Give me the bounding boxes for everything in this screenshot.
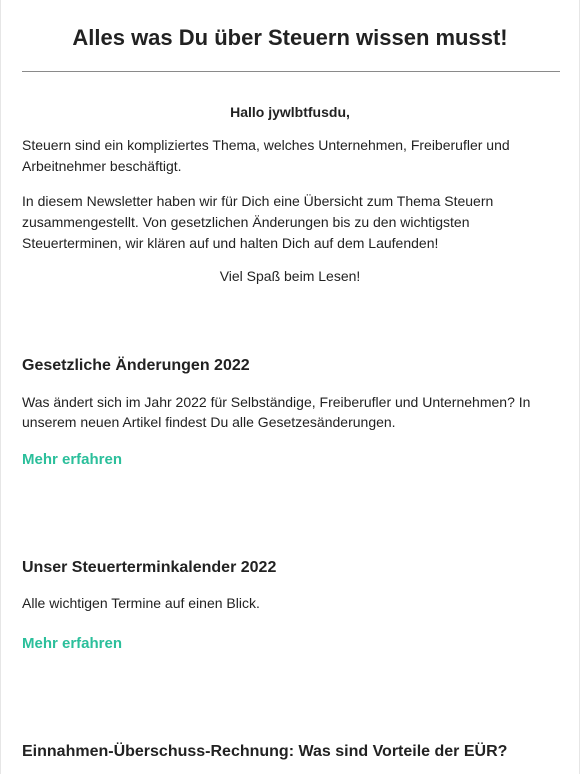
section-heading-eur: Einnahmen-Überschuss-Rechnung: Was sind Vorteile der EÜR? [22,743,508,760]
signoff-text: Viel Spaß beim Lesen! [219,268,361,284]
intro-paragraph-1: Steuern sind ein kompliziertes Thema, welches Unternehmen, Freiberufler und Arbeitnehmer beschäftigt. [22,137,510,174]
section-text-tax-calendar: Alle wichtigen Termine auf einen Blick. [22,595,260,611]
section-heading-tax-calendar: Unser Steuerterminkalender 2022 [22,559,277,576]
more-link-law-changes[interactable]: Mehr erfahren [22,451,123,468]
section-heading-law-changes: Gesetzliche Änderungen 2022 [22,357,250,374]
section-text-law-changes: Was ändert sich im Jahr 2022 für Selbständige, Freiberufler und Unternehmen? In unserem neuen Artikel findest Du alle Gesetzesänderungen. [22,394,531,430]
title-divider [22,71,560,72]
intro-paragraph-2: In diesem Newsletter haben wir für Dich eine Übersicht zum Thema Steuern zusammengestellt. Von gesetzlichen Änderungen bis zu den wichtigsten Steuerterminen, wir klären auf und halten Dich auf dem Laufenden! [22,193,494,251]
more-link-tax-calendar[interactable]: Mehr erfahren [22,635,123,652]
greeting: Hallo jywlbtfusdu, [230,104,350,120]
newsletter-title: Alles was Du über Steuern wissen musst! [72,25,508,50]
